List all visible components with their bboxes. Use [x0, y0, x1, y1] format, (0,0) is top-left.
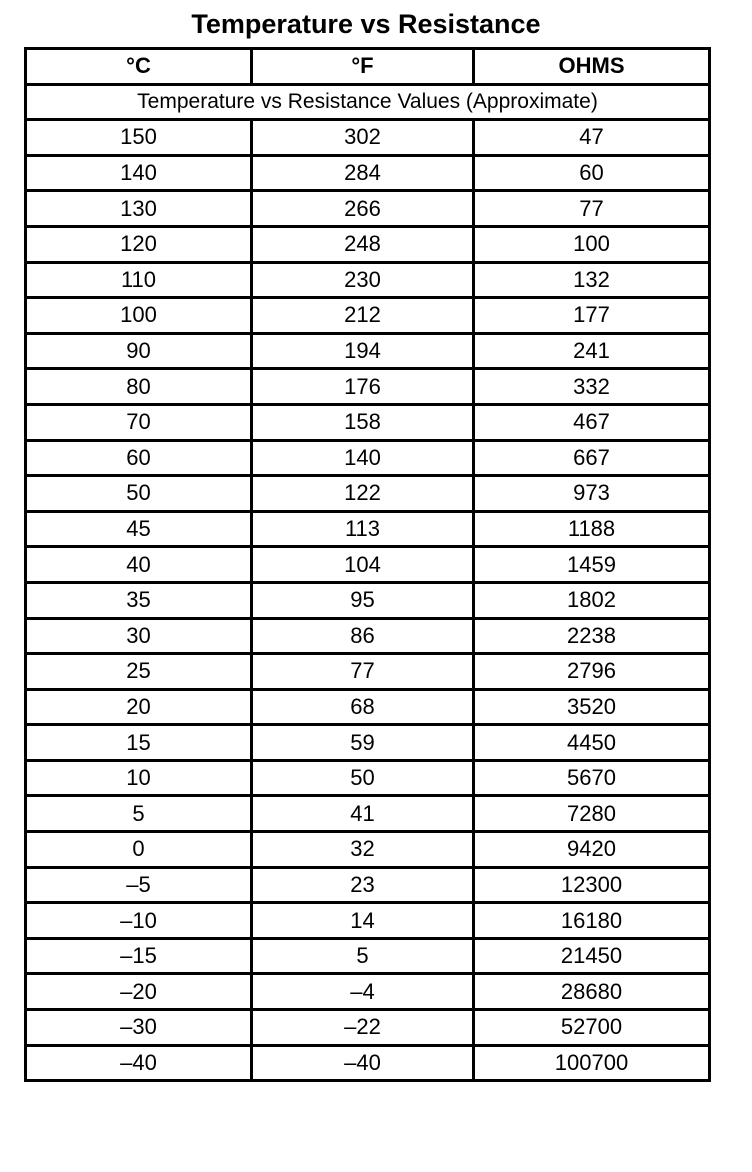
- header-celsius: °C: [26, 49, 252, 85]
- celsius-cell: 90: [26, 333, 252, 369]
- fahrenheit-cell: 230: [252, 262, 474, 298]
- celsius-cell: 120: [26, 226, 252, 262]
- fahrenheit-cell: 77: [252, 654, 474, 690]
- celsius-cell: 60: [26, 440, 252, 476]
- fahrenheit-cell: 86: [252, 618, 474, 654]
- ohms-cell: 2238: [474, 618, 710, 654]
- table-row: [26, 938, 710, 974]
- fahrenheit-cell: 302: [252, 120, 474, 156]
- table-subtitle: Temperature vs Resistance Values (Approximate): [26, 84, 710, 120]
- ohms-cell: 1188: [474, 511, 710, 547]
- ohms-cell: 100: [474, 226, 710, 262]
- celsius-cell: 30: [26, 618, 252, 654]
- fahrenheit-cell: 212: [252, 298, 474, 334]
- table-row: [26, 226, 710, 262]
- fahrenheit-cell: 158: [252, 404, 474, 440]
- table-row: [26, 1010, 710, 1046]
- celsius-cell: 5: [26, 796, 252, 832]
- ohms-cell: 5670: [474, 760, 710, 796]
- celsius-cell: 110: [26, 262, 252, 298]
- ohms-cell: 60: [474, 155, 710, 191]
- ohms-cell: 9420: [474, 832, 710, 868]
- celsius-cell: 150: [26, 120, 252, 156]
- fahrenheit-cell: 59: [252, 725, 474, 761]
- celsius-cell: 45: [26, 511, 252, 547]
- ohms-cell: 177: [474, 298, 710, 334]
- table-row: [26, 832, 710, 868]
- table-row: [26, 120, 710, 156]
- table-row: [26, 369, 710, 405]
- table-row: [26, 796, 710, 832]
- celsius-cell: –5: [26, 867, 252, 903]
- table-row: [26, 298, 710, 334]
- ohms-cell: 1459: [474, 547, 710, 583]
- ohms-cell: 21450: [474, 938, 710, 974]
- table-row: [26, 262, 710, 298]
- fahrenheit-cell: 95: [252, 582, 474, 618]
- table-row: [26, 333, 710, 369]
- table-row: [26, 618, 710, 654]
- ohms-cell: 2796: [474, 654, 710, 690]
- table-row: [26, 511, 710, 547]
- ohms-cell: 667: [474, 440, 710, 476]
- celsius-cell: –15: [26, 938, 252, 974]
- fahrenheit-cell: –4: [252, 974, 474, 1010]
- fahrenheit-cell: 50: [252, 760, 474, 796]
- ohms-cell: 16180: [474, 903, 710, 939]
- ohms-cell: 332: [474, 369, 710, 405]
- table-row: [26, 867, 710, 903]
- celsius-cell: 0: [26, 832, 252, 868]
- ohms-cell: 12300: [474, 867, 710, 903]
- ohms-cell: 1802: [474, 582, 710, 618]
- ohms-cell: 28680: [474, 974, 710, 1010]
- ohms-cell: 132: [474, 262, 710, 298]
- fahrenheit-cell: 122: [252, 476, 474, 512]
- table-row: [26, 725, 710, 761]
- fahrenheit-cell: 248: [252, 226, 474, 262]
- table-row: [26, 582, 710, 618]
- table-row: [26, 547, 710, 583]
- ohms-cell: 7280: [474, 796, 710, 832]
- celsius-cell: 80: [26, 369, 252, 405]
- table-row: [26, 1045, 710, 1081]
- ohms-cell: 467: [474, 404, 710, 440]
- fahrenheit-cell: 14: [252, 903, 474, 939]
- fahrenheit-cell: 41: [252, 796, 474, 832]
- celsius-cell: 50: [26, 476, 252, 512]
- celsius-cell: 70: [26, 404, 252, 440]
- fahrenheit-cell: 113: [252, 511, 474, 547]
- fahrenheit-cell: 266: [252, 191, 474, 227]
- celsius-cell: 15: [26, 725, 252, 761]
- subtitle-row: [26, 84, 710, 120]
- fahrenheit-cell: 140: [252, 440, 474, 476]
- table-row: [26, 903, 710, 939]
- fahrenheit-cell: 23: [252, 867, 474, 903]
- ohms-cell: 52700: [474, 1010, 710, 1046]
- celsius-cell: –30: [26, 1010, 252, 1046]
- fahrenheit-cell: –40: [252, 1045, 474, 1081]
- fahrenheit-cell: 5: [252, 938, 474, 974]
- fahrenheit-cell: 176: [252, 369, 474, 405]
- celsius-cell: 140: [26, 155, 252, 191]
- fahrenheit-cell: 32: [252, 832, 474, 868]
- celsius-cell: –20: [26, 974, 252, 1010]
- fahrenheit-cell: 68: [252, 689, 474, 725]
- table-row: [26, 654, 710, 690]
- page-title: Temperature vs Resistance: [191, 9, 541, 39]
- celsius-cell: 40: [26, 547, 252, 583]
- fahrenheit-cell: –22: [252, 1010, 474, 1046]
- table-row: [26, 476, 710, 512]
- celsius-cell: –10: [26, 903, 252, 939]
- temperature-resistance-table: [24, 47, 711, 1082]
- celsius-cell: –40: [26, 1045, 252, 1081]
- celsius-cell: 20: [26, 689, 252, 725]
- celsius-cell: 25: [26, 654, 252, 690]
- ohms-cell: 241: [474, 333, 710, 369]
- header-ohms: OHMS: [474, 49, 710, 85]
- celsius-cell: 130: [26, 191, 252, 227]
- fahrenheit-cell: 194: [252, 333, 474, 369]
- header-fahrenheit: °F: [252, 49, 474, 85]
- ohms-cell: 77: [474, 191, 710, 227]
- table-row: [26, 440, 710, 476]
- table-row: [26, 404, 710, 440]
- fahrenheit-cell: 284: [252, 155, 474, 191]
- fahrenheit-cell: 104: [252, 547, 474, 583]
- header-row: [26, 49, 710, 85]
- ohms-cell: 4450: [474, 725, 710, 761]
- table-row: [26, 760, 710, 796]
- ohms-cell: 100700: [474, 1045, 710, 1081]
- table-row: [26, 191, 710, 227]
- table-row: [26, 689, 710, 725]
- ohms-cell: 973: [474, 476, 710, 512]
- celsius-cell: 35: [26, 582, 252, 618]
- ohms-cell: 3520: [474, 689, 710, 725]
- ohms-cell: 47: [474, 120, 710, 156]
- table-row: [26, 974, 710, 1010]
- celsius-cell: 10: [26, 760, 252, 796]
- table-row: [26, 155, 710, 191]
- celsius-cell: 100: [26, 298, 252, 334]
